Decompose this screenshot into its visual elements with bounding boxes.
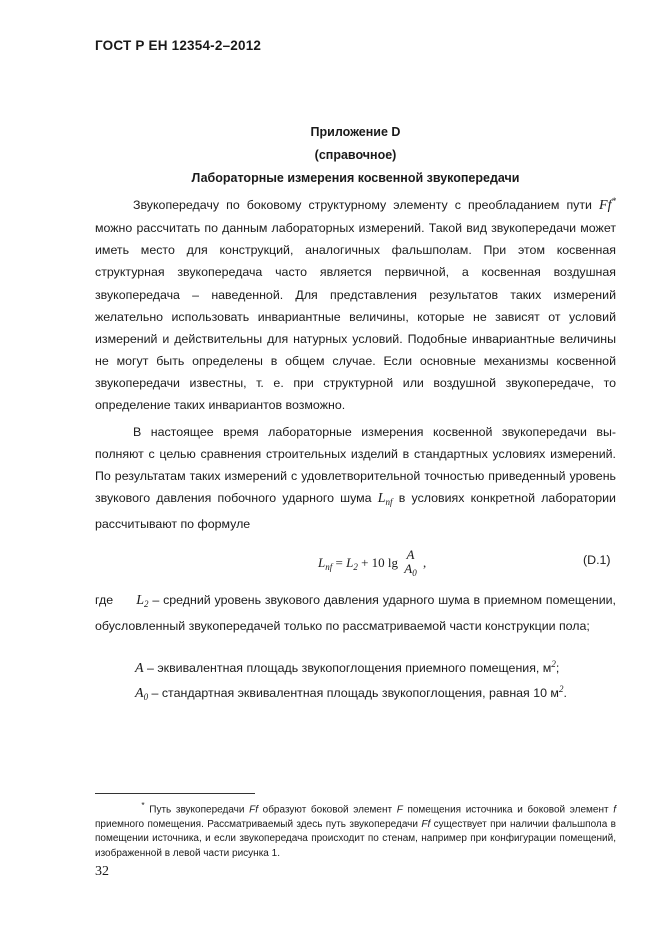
formula-lhs: L [318,554,326,570]
appendix-heading: Лабораторные измерения косвенной звукопередачи [191,171,520,185]
formula-d1 [318,548,426,580]
p1-text-b: можно рассчитать по данным лабораторных измерений. Такой вид звукопередачи может иметь место для конструкций, аналогичных фальшполам. При этом косвенная структурная звукопередача часто является первичной, а косвенная воздушная звукопередача – наведенной. Для представления результатов таких измерений желательно использовать инвариантные величины, которые не зависят от условий измерений и действительны для натурных условий. Подобные инвариантные величины не могут быть определены в общем случае. Если основные механизмы косвенной звукопередачи известны, т. е. при структурной или воздушной звукопередаче, то определение таких инвариантов возможно. [95,221,616,412]
def-a0-text: – стандартная эквивалентная площадь звукопоглощения, равная 10 м [151,686,559,701]
equation-number: (D.1) [583,553,611,567]
formula-den-symbol: A [404,561,413,576]
fn-ff2: Ff [421,818,431,830]
lnf-symbol: L [377,491,386,507]
fn-text-a: Путь звукопередачи [149,804,245,816]
def-a0-end: . [563,686,567,701]
p2-text-a: В настоящее время лабораторные измерения косвенной звукопередачи выполняют с целью сравнения строительных изделий в стандартных условиях измерений. По результатам таких измерений с удовлетворительной точностью приведенный уровень звукового давления побочного ударного шума [95,425,616,506]
formula-plus-lg: + 10 lg [361,554,399,570]
formula-eq: = [335,554,343,570]
def-a-sup: 2 [551,659,556,669]
where-clause [95,589,616,637]
footnote-mark: * [141,800,145,810]
footnote-divider [95,793,255,794]
where-text: – средний уровень звукового давления ударного шума в приемном помещении, обусловленный звукопередачей только по рассматриваемой части конструкции пола; [95,593,617,634]
formula-l2: L [346,554,354,570]
where-subscript: 2 [143,599,149,609]
p1-text-a: Звукопередачу по боковому структурному элементу с преобладанием пути [133,198,592,213]
def-a0-sup: 2 [558,684,564,694]
fn-f2: f [613,804,616,816]
footnote [95,798,616,861]
def-a-symbol: A [135,661,144,677]
def-a-end: ; [555,661,560,676]
def-a-text: – эквивалентная площадь звукопоглощения приемного помещения, м [147,661,552,676]
document-header: ГОСТ Р ЕН 12354-2–2012 [95,38,262,53]
formula-den-sub: 0 [412,568,417,578]
paragraph-1 [95,190,616,416]
fn-text-e: существует при наличии фальшпола в помещении источника, и если звукопередача происходит по стенам, например при конфигурации помещений, изображенной в левой части рисунка 1. [95,818,616,859]
paragraph-2 [95,421,616,535]
where-symbol: L [136,593,144,608]
def-a0-sub: 0 [143,692,149,703]
formula-numerator: A [406,547,415,562]
lnf-subscript: nf [385,497,393,508]
definition-a [135,659,559,677]
fn-ff: Ff [249,804,258,816]
formula-lhs-sub: nf [325,561,333,572]
where-word: где [95,593,114,607]
def-a0-symbol: A [135,686,144,702]
formula-comma: , [422,554,427,570]
formula-fraction [404,548,416,580]
page-number: 32 [95,864,109,879]
definition-a0 [135,684,567,702]
formula-denominator [404,562,416,580]
footnote-ref: * [611,196,616,206]
appendix-title: Приложение D [310,125,401,139]
fn-text-b: образуют боковой элемент [262,804,393,816]
appendix-status: (справочное) [314,148,397,162]
formula-l2-sub: 2 [353,561,358,572]
p2-text-b: в условиях конкретной лаборатории рассчитывают по формуле [95,491,616,532]
fn-text-c: помещения источника и боковой элемент [407,804,609,816]
ff-path-symbol: Ff [599,198,612,214]
fn-text-d: приемного помещения. Рассматриваемый здесь путь звукопередачи [95,818,418,830]
fn-f1: F [396,804,403,816]
